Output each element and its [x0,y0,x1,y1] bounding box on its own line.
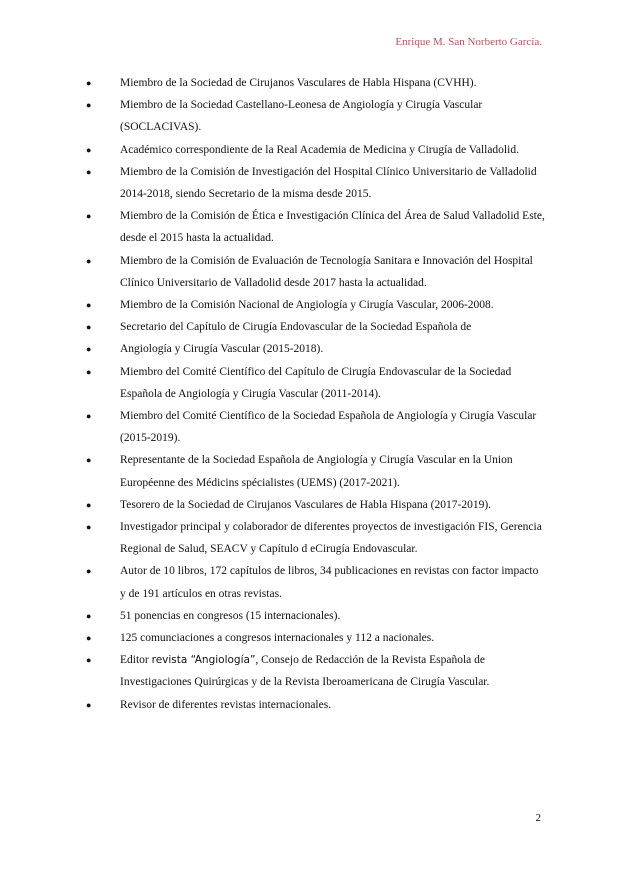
bullet-icon: ● [86,610,92,621]
journal-name: revista “Angiología” [151,654,256,667]
editor-prefix: Editor [120,654,152,667]
list-item [86,449,546,493]
list-item [86,627,546,649]
list-item [86,139,546,161]
list-item [86,338,546,360]
list-item-text: Representante de la Sociedad Española de Angiología y Cirugía Vascular en la Union Européenne des Médicins spécialistes (UEMS) (2017-2021). [120,454,513,489]
list-item-text: 125 comunciaciones a congresos internacionales y 112 a nacionales. [120,632,435,645]
list-item [86,250,546,294]
list-item-text: Miembro de la Comisión Nacional de Angiología y Cirugía Vascular, 2006-2008. [120,299,494,312]
bullet-icon: ● [86,455,92,466]
list-item [86,72,546,94]
list-item-text: Miembro de la Sociedad de Cirujanos Vasculares de Habla Hispana (CVHH). [120,77,477,89]
list-item-text: Autor de 10 libros, 172 capítulos de libros, 34 publicaciones en revistas con factor impacto y de 191 artículos en otras revistas. [120,565,539,600]
list-item-text: Miembro de la Comisión de Evaluación de Tecnología Sanitara e Innovación del Hospital Clínico Universitario de Valladolid desde 2017 hasta la actualidad. [120,254,533,289]
bullet-icon: ● [86,300,92,311]
bullet-icon: ● [86,100,92,111]
list-item [86,494,546,516]
bullet-icon: ● [86,211,92,222]
bullet-icon: ● [86,655,92,666]
bullet-icon: ● [86,344,92,355]
bullet-icon: ● [86,366,92,377]
bullet-icon: ● [86,411,92,422]
editor-rest: , Consejo de Redacción de la Revista Española de Investigaciones Quirúrgicas y de la Revista Iberoamericana de Cirugía Vascular. [120,654,490,689]
list-item [86,205,546,249]
list-item [86,161,546,205]
bullet-icon: ● [86,322,92,333]
bullet-icon: ● [86,255,92,266]
list-item-text: Miembro de la Sociedad Castellano-Leonesa de Angiología y Cirugía Vascular (SOCLACIVAS). [120,99,483,134]
list-item-text: Investigador principal y colaborador de diferentes proyectos de investigación FIS, Gerencia Regional de Salud, SEACV y Capítulo d eCirugía Endovascular. [120,521,542,556]
list-item-text: Angiología y Cirugía Vascular (2015-2018). [120,343,324,356]
list-item-text [120,649,546,693]
cv-list [86,72,546,716]
list-item [86,94,546,138]
bullet-icon: ● [86,566,92,577]
list-item-text: Tesorero de la Sociedad de Cirujanos Vasculares de Habla Hispana (2017-2019). [120,498,492,511]
bullet-icon: ● [86,166,92,177]
list-item [86,316,546,338]
list-item [86,294,546,316]
list-item-text: Miembro de la Comisión de Ética e Investigación Clínica del Área de Salud Valladolid Este, desde el 2015 hasta la actualidad. [120,210,545,245]
list-item [86,694,546,716]
list-item-text: 51 ponencias en congresos (15 internacionales). [120,609,341,622]
list-item-text: Secretario del Capítulo de Cirugía Endovascular de la Sociedad Española de [120,321,472,334]
list-item [86,361,546,405]
bullet-icon: ● [86,78,92,88]
list-item-text: Revisor de diferentes revistas internacionales. [120,698,332,711]
page-number: 2 [535,812,541,824]
list-item [86,516,546,560]
list-item-text: Miembro de la Comisión de Investigación del Hospital Clínico Universitario de Valladolid 2014-2018, siendo Secretario de la misma desde 2015. [120,165,537,201]
bullet-icon: ● [86,499,92,510]
list-item [86,405,546,449]
bullet-icon: ● [86,522,92,533]
list-item-text: Académico correspondiente de la Real Academia de Medicina y Cirugía de Valladolid. [120,143,519,156]
bullet-icon: ● [86,633,92,644]
list-item [86,605,546,627]
list-item [86,560,546,604]
author-header: Enrique M. San Norberto García. [395,36,542,48]
list-item-text: Miembro del Comité Científico de la Sociedad Española de Angiología y Cirugía Vascular (2015-2019). [120,410,537,445]
bullet-icon: ● [86,144,92,155]
list-item-editor [86,649,546,693]
list-item-text: Miembro del Comité Científico del Capítulo de Cirugía Endovascular de la Sociedad Española de Angiología y Cirugía Vascular (2011-2014). [120,365,512,400]
bullet-icon: ● [86,699,92,710]
